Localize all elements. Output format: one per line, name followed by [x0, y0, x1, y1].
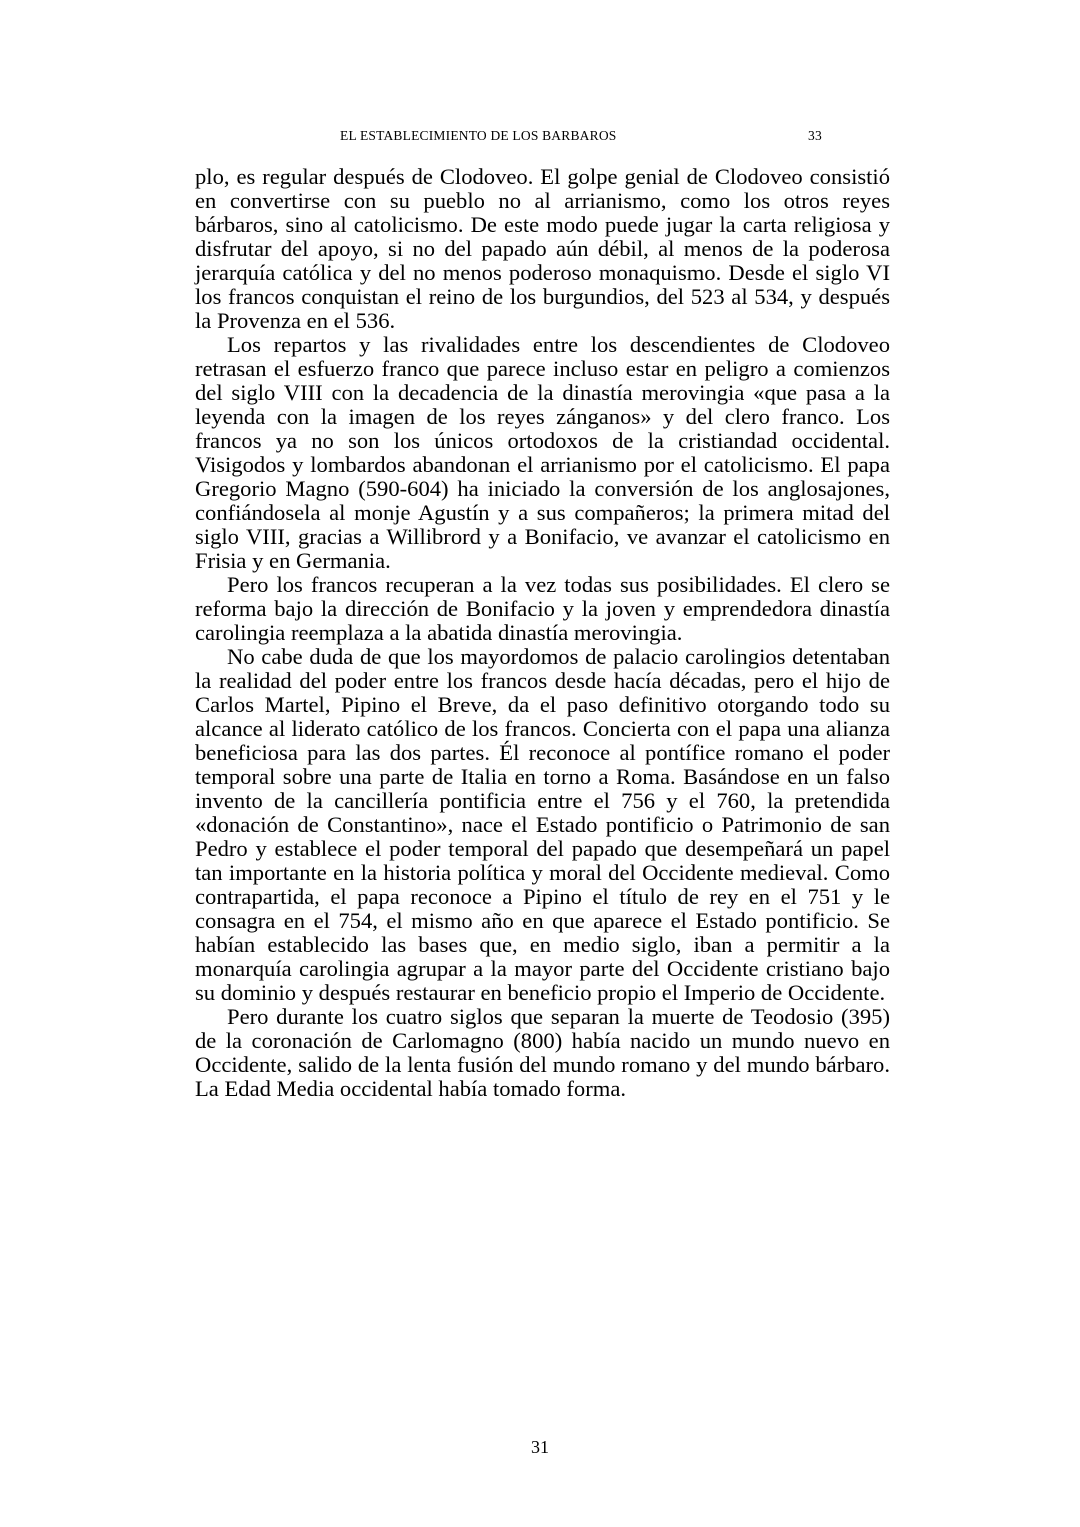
- running-header: [0, 128, 1080, 148]
- paragraph-5: Pero durante los cuatro siglos que separan la muerte de Teodosio (395) de la coronación de Carlomagno (800) había nacido un mundo nuevo en Occidente, salido de la lenta fusión del mundo romano y del mundo bárbaro. La Edad Media occidental había tomado forma.: [195, 1004, 890, 1101]
- running-title: EL ESTABLECIMIENTO DE LOS BARBAROS: [340, 128, 617, 143]
- book-page-number: 33: [808, 128, 822, 143]
- body-text: [195, 165, 890, 1101]
- paragraph-3: Pero los francos recuperan a la vez todas sus posibilidades. El clero se reforma bajo la dirección de Bonifacio y la joven y emprendedora dinastía carolingia reemplaza a la abatida dinastía merovingia.: [195, 572, 890, 645]
- paragraph-4: No cabe duda de que los mayordomos de palacio carolingios detentaban la realidad del poder entre los francos desde hacía décadas, pero el hijo de Carlos Martel, Pipino el Breve, da el paso definitivo otorgando todo su alcance al liderato católico de los francos. Concierta con el papa una alianza beneficiosa para las dos partes. Él reconoce al pontífice romano el poder temporal sobre una parte de Italia en torno a Roma. Basándose en un falso invento de la cancillería pontificia entre el 756 y el 760, la pretendida «donación de Constantino», nace el Estado pontificio o Patrimonio de san Pedro y establece el poder temporal del papado que desempeñará un papel tan importante en la historia política y moral del Occidente medieval. Como contrapartida, el papa reconoce a Pipino el título de rey en el 751 y le consagra en el 754, el mismo año en que aparece el Estado pontificio. Se habían establecido las bases que, en medio siglo, iban a permitir a la monarquía carolingia agrupar a la mayor parte del Occidente cristiano bajo su dominio y después restaurar en beneficio propio el Imperio de Occidente.: [195, 644, 890, 1005]
- page-footer: [0, 1437, 1080, 1458]
- footer-page-number: 31: [531, 1437, 549, 1457]
- paragraph-1: plo, es regular después de Clodoveo. El golpe genial de Clodoveo consistió en convertirse con su pueblo no al arrianismo, como los otros reyes bárbaros, sino al catolicismo. De este modo puede jugar la carta religiosa y disfrutar del apoyo, si no del papado aún débil, al menos de la poderosa jerarquía católica y del no menos poderoso monaquismo. Desde el siglo VI los francos conquistan el reino de los burgundios, del 523 al 534, y después la Provenza en el 536.: [195, 164, 890, 333]
- paragraph-2: Los repartos y las rivalidades entre los descendientes de Clodoveo retrasan el esfuerzo franco que parece incluso estar en peligro a comienzos del siglo VIII con la decadencia de la dinastía merovingia «que pasa a la leyenda con la imagen de los reyes zánganos» y del clero franco. Los francos ya no son los únicos ortodoxos de la cristiandad occidental. Visigodos y lombardos abandonan el arrianismo por el catolicismo. El papa Gregorio Magno (590-604) ha iniciado la conversión de los anglosajones, confiándosela al monje Agustín y a sus compañeros; la primera mitad del siglo VIII, gracias a Willibrord y a Bonifacio, ve avanzar el catolicismo en Frisia y en Germania.: [195, 332, 890, 573]
